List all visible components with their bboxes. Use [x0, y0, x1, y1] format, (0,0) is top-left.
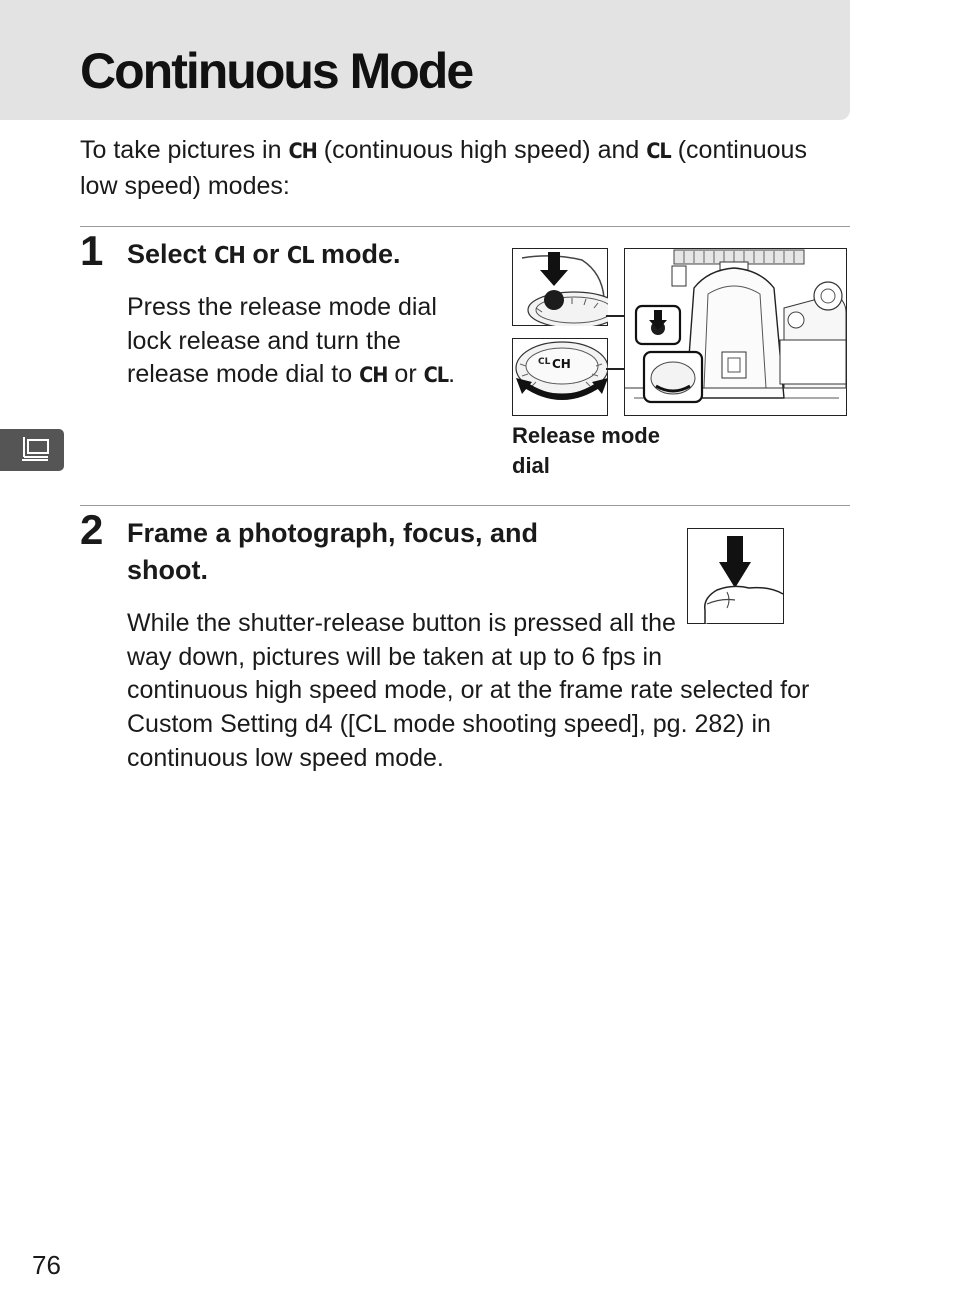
- release-mode-dial-caption: Release mode dial: [512, 423, 660, 478]
- step1-number: 1: [80, 227, 104, 274]
- dial-lock-detail-illustration: [512, 248, 608, 326]
- dial-cl-label: CL: [538, 357, 551, 367]
- release-mode-tab-icon: [0, 429, 64, 471]
- mode-cl-symbol: CL: [646, 139, 671, 164]
- step1-body: Press the release mode dial lock release and turn the release mode dial to CH or CL.: [127, 293, 456, 389]
- page-title: Continuous Mode: [80, 43, 473, 99]
- step2-divider: [80, 505, 850, 506]
- step2-body: While the shutter-release button is pressed all the way down, pictures will be taken at up to 6 fps in continuous high speed mode, or at the frame rate selected for Custom Setting d4 ([CL mode shooting speed], pg. 282) in continuous low speed mode.: [127, 609, 810, 772]
- page-number: 76: [32, 1250, 61, 1280]
- release-mode-section-tab: [0, 429, 64, 471]
- step1-divider: [80, 226, 850, 227]
- step1-title: Select CH or CL mode.: [127, 239, 401, 269]
- camera-top-illustration: [624, 248, 847, 416]
- mode-ch-symbol: CH: [288, 139, 317, 164]
- step2-title: Frame a photograph, focus, and shoot.: [127, 518, 539, 585]
- intro-text: To take pictures in CH (continuous high speed) and CL (continuous low speed) modes:: [80, 136, 807, 200]
- step2-number: 2: [80, 506, 104, 553]
- dial-ch-label: CH: [552, 357, 571, 371]
- dial-rotate-illustration: [512, 338, 608, 416]
